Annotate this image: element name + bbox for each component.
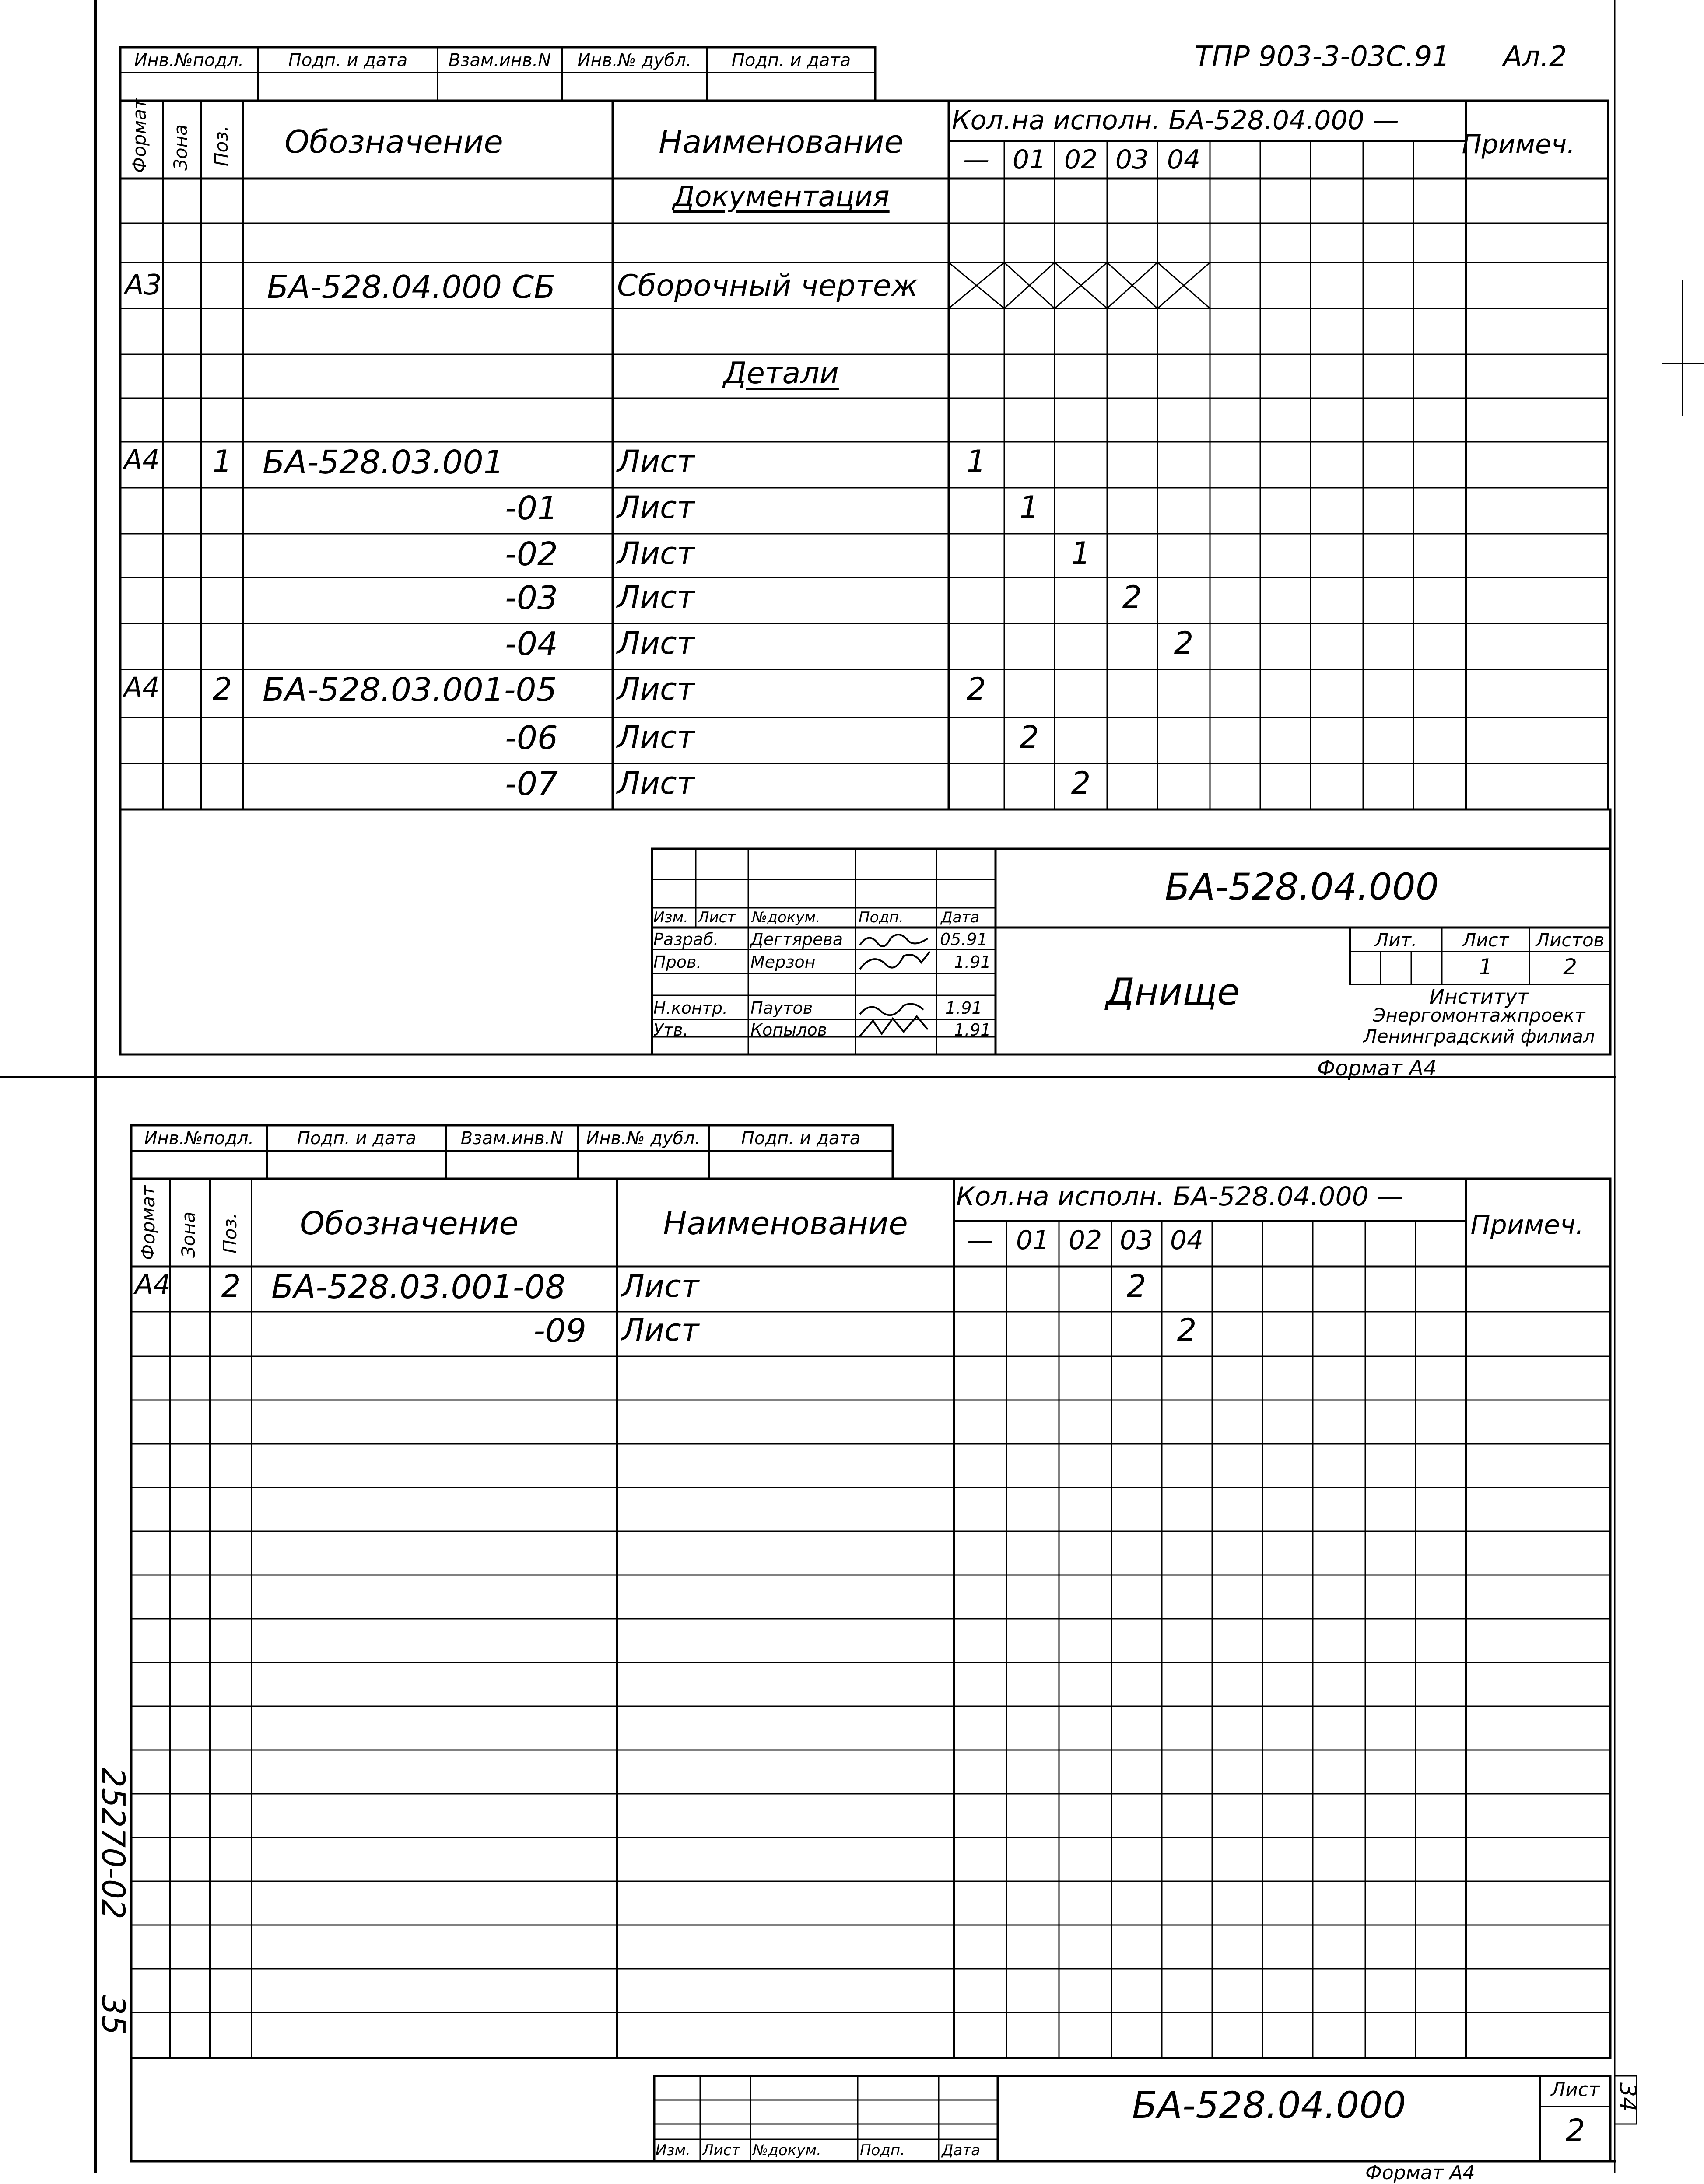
- variant-base: —: [963, 144, 989, 175]
- s2-tb-sheet-value: 2: [1565, 2113, 1585, 2149]
- s2-col-name-header: Наименование: [663, 1205, 908, 1242]
- row-format: А4: [124, 671, 160, 703]
- sheet1-format-label: Формат А4: [1317, 1056, 1437, 1081]
- s2-col-zone-header: Зона: [178, 1211, 199, 1258]
- tb-sheets-value: 2: [1563, 954, 1577, 980]
- s2-tb-sheet-label: Лист: [1551, 2079, 1600, 2101]
- row-qty: 2: [1177, 1312, 1197, 1348]
- row-designation: -02: [505, 536, 558, 573]
- sheet2-format-label: Формат А4: [1365, 2162, 1475, 2184]
- side-page-number: 35: [95, 1995, 132, 2035]
- tb-date-1: 1.91: [954, 952, 991, 972]
- col-designation-header: Обозначение: [284, 123, 503, 160]
- tb-lit-label: Лит.: [1374, 929, 1417, 951]
- row-position: 1: [212, 444, 232, 480]
- stamp-podp-data-2: Подп. и дата: [731, 50, 851, 70]
- tb-sheets-label: Листов: [1536, 929, 1605, 951]
- tb-h-dokum: №докум.: [752, 909, 820, 926]
- row-format: А4: [124, 444, 160, 476]
- row-name: Лист: [621, 1312, 699, 1348]
- section-documentation: Документация: [673, 181, 890, 213]
- tb-h-podp: Подп.: [859, 909, 904, 926]
- s2-variant-03: 03: [1119, 1225, 1154, 1256]
- row-qty: 2: [1071, 765, 1091, 801]
- row-position: 2: [221, 1268, 241, 1304]
- variant-02: 02: [1064, 144, 1098, 175]
- s2-variant-base: —: [967, 1225, 993, 1256]
- row-qty: 1: [1019, 490, 1039, 525]
- titleblock-doc-code: БА-528.04.000: [1164, 865, 1439, 908]
- row-designation: -09: [533, 1312, 586, 1350]
- row-name: Лист: [617, 579, 695, 615]
- tb-sheet-label: Лист: [1462, 929, 1509, 951]
- row-name: Лист: [617, 444, 695, 480]
- tb-org-line3: Ленинградский филиал: [1363, 1026, 1595, 1047]
- row-name: Лист: [617, 719, 695, 755]
- s2-col-note-header: Примеч.: [1470, 1210, 1584, 1240]
- col-format-header: Формат: [129, 98, 150, 173]
- row-name: Лист: [617, 536, 695, 571]
- s2-tb-h-data: Дата: [942, 2142, 981, 2159]
- row-designation: БА-528.03.001-05: [263, 671, 557, 709]
- tb-name-1: Мерзон: [750, 952, 816, 972]
- row-designation: -07: [505, 765, 558, 803]
- s2-col-format-header: Формат: [137, 1185, 159, 1260]
- s2-tb-h-dokum: №докум.: [753, 2142, 821, 2159]
- s2-tb-h-podp: Подп.: [860, 2142, 905, 2159]
- tb-h-list: Лист: [698, 909, 736, 926]
- stamp2-inv-dubl: Инв.№ дубл.: [586, 1128, 701, 1148]
- row-name: Лист: [617, 490, 695, 525]
- row-designation: -01: [505, 490, 558, 527]
- variant-01: 01: [1012, 144, 1046, 175]
- stamp2-podp-data-2: Подп. и дата: [741, 1128, 861, 1148]
- s2-col-pos-header: Поз.: [219, 1213, 241, 1253]
- row-position: 2: [212, 671, 232, 707]
- tb-role-1: Пров.: [653, 952, 702, 972]
- row-qty: 2: [1126, 1268, 1147, 1304]
- tb-name-3: Копылов: [750, 1020, 827, 1040]
- tb-role-0: Разраб.: [653, 930, 719, 949]
- tb-name-2: Паутов: [750, 998, 813, 1018]
- row-qty: 1: [966, 444, 986, 480]
- tb-sheet-value: 1: [1479, 954, 1493, 980]
- row-designation: -04: [505, 625, 558, 663]
- tb-date-3: 1.91: [954, 1020, 991, 1040]
- row-qty: 2: [966, 671, 986, 707]
- side-archive-code: 25270-02: [95, 1768, 132, 1919]
- s2-col-designation-header: Обозначение: [300, 1205, 519, 1242]
- row-designation: БА-528.03.001: [263, 444, 504, 481]
- row-qty: 2: [1122, 579, 1142, 615]
- stamp2-inv-podl: Инв.№подл.: [144, 1128, 254, 1148]
- stamp2-podp-data: Подп. и дата: [297, 1128, 417, 1148]
- stamp2-vzam-inv: Взам.инв.N: [460, 1128, 564, 1148]
- s2-tb-h-izm: Изм.: [656, 2142, 691, 2159]
- tb-h-data: Дата: [941, 909, 980, 926]
- doc-row-designation: БА-528.04.000 СБ: [267, 269, 556, 305]
- s2-col-qty-header: Кол.на исполн. БА-528.04.000 —: [956, 1181, 1403, 1212]
- row-qty: 2: [1174, 625, 1194, 661]
- tb-org-line1: Институт: [1429, 985, 1529, 1008]
- row-designation: БА-528.03.001-08: [271, 1268, 566, 1306]
- col-qty-header: Кол.на исполн. БА-528.04.000 —: [952, 105, 1399, 136]
- col-pos-header: Поз.: [210, 126, 232, 166]
- row-designation: -03: [505, 579, 558, 617]
- titleblock-title: Днище: [1106, 970, 1240, 1013]
- s2-variant-04: 04: [1170, 1225, 1204, 1256]
- col-note-header: Примеч.: [1462, 129, 1575, 160]
- stamp-podp-data: Подп. и дата: [288, 50, 408, 70]
- variant-03: 03: [1115, 144, 1149, 175]
- stamp-vzam-inv: Взам.инв.N: [448, 50, 551, 70]
- album-number: Ал.2: [1503, 41, 1567, 73]
- section-parts: Детали: [723, 356, 839, 391]
- s2-variant-01: 01: [1016, 1225, 1050, 1256]
- s2-variant-02: 02: [1068, 1225, 1102, 1256]
- tb-date-0: 05.91: [940, 930, 988, 949]
- stamp-inv-podl: Инв.№подл.: [134, 50, 244, 70]
- row-name: Лист: [617, 671, 695, 707]
- doc-row-name: Сборочный чертеж: [617, 269, 918, 303]
- row-format: А4: [135, 1268, 171, 1300]
- tb-role-2: Н.контр.: [653, 998, 728, 1018]
- row-name: Лист: [617, 765, 695, 801]
- doc-row-format: А3: [125, 269, 162, 301]
- s2-tb-h-list: Лист: [702, 2142, 740, 2159]
- row-name: Лист: [617, 625, 695, 661]
- stamp-inv-dubl: Инв.№ дубл.: [577, 50, 692, 70]
- row-name: Лист: [621, 1268, 699, 1304]
- row-qty: 1: [1071, 536, 1091, 571]
- tb-date-2: 1.91: [945, 998, 982, 1018]
- tb-org-line2: Энергомонтажпроект: [1373, 1004, 1585, 1026]
- s2-titleblock-doc-code: БА-528.04.000: [1132, 2084, 1406, 2127]
- tb-name-0: Дегтярева: [750, 930, 843, 949]
- tb-h-izm: Изм.: [653, 909, 688, 926]
- row-qty: 2: [1019, 719, 1039, 755]
- row-designation: -06: [505, 719, 558, 757]
- tb-role-3: Утв.: [653, 1020, 688, 1040]
- col-zone-header: Зона: [170, 124, 191, 171]
- col-name-header: Наименование: [659, 123, 904, 160]
- document-code: ТПР 903-3-03С.91: [1195, 41, 1450, 73]
- corner-page-number: 34: [1614, 2082, 1641, 2112]
- variant-04: 04: [1167, 144, 1201, 175]
